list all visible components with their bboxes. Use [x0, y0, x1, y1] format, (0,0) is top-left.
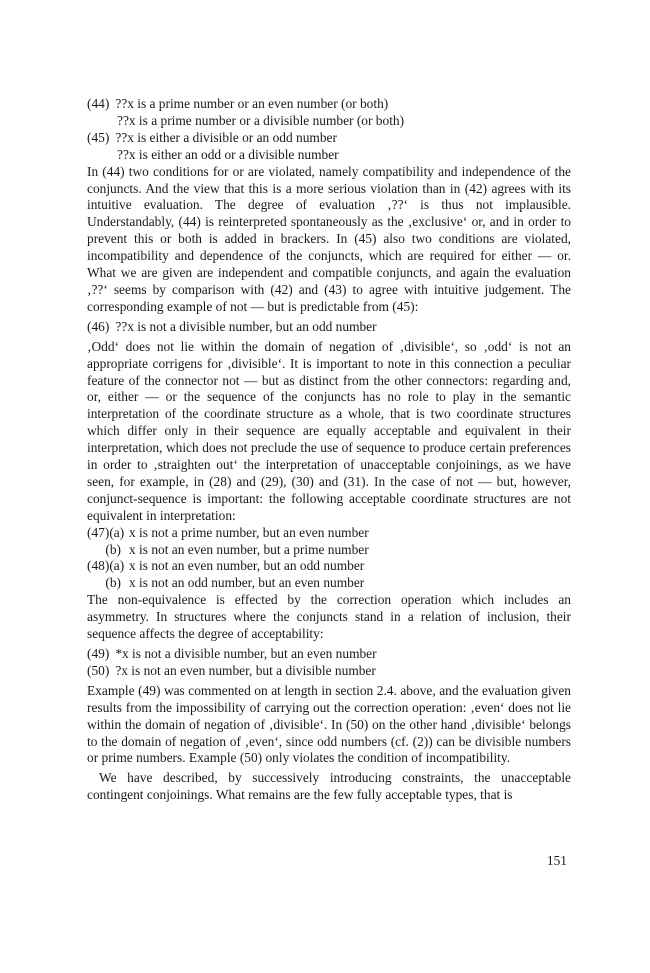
example-50	[87, 663, 571, 680]
example-text: ??x is not a divisible number, but an odd number	[115, 318, 377, 334]
example-47b	[87, 542, 571, 559]
example-46	[87, 319, 571, 336]
example-text: x is not an even number, but a prime number	[129, 541, 369, 557]
example-45-line-2: ??x is either an odd or a divisible number	[117, 146, 339, 162]
example-text: ?x is not an even number, but a divisible number	[115, 662, 376, 678]
page-number: 151	[546, 853, 567, 868]
example-number: (47)(a)	[87, 524, 125, 540]
page-body	[87, 96, 571, 804]
example-48a	[87, 558, 571, 575]
paragraph-3: The non-equivalence is effected by the correction operation which includes an asymmetry. In structures where the conjuncts stand in a relation of inclusion, their sequence affects the degree of acceptability:	[87, 592, 571, 642]
example-44-line-2: ??x is a prime number or a divisible number (or both)	[117, 112, 405, 128]
example-text: x is not an even number, but an odd number	[129, 558, 365, 574]
example-number: (50)	[87, 662, 110, 678]
example-text: x is not an odd number, but an even number	[129, 575, 365, 591]
example-subnumber: (b)	[105, 541, 121, 557]
example-text: ??x is a prime number or an even number (or both)	[115, 96, 389, 111]
example-number: (45)	[87, 129, 110, 145]
paragraph-5: We have described, by successively introducing constraints, the unacceptable contingent conjoinings. What remains are the few fully acceptable types, that is	[87, 770, 571, 803]
paragraph-1: In (44) two conditions for or are violated, namely compatibility and independence of the conjuncts. And the view that this is a more serious violation than in (42) agrees with its intuitive evaluation. The degree of evaluation ‚??‘ is thus not implausible. Understandably, (44) is reinterpreted spontaneously as the ‚exclusive‘ or, and in order to prevent this or both is added in brackers. In (45) also two conditions are violated, incompatibility and dependence of the conjuncts, which are required for either — or. What we are given are independent and compatible conjuncts, and again the evaluation ‚??‘ seems by comparison with (42) and (43) to agree with intuitive judgement. The corresponding example of not — but is predictable from (45):	[87, 163, 571, 314]
example-text: *x is not a divisible number, but an even number	[115, 646, 377, 661]
paragraph-4: Example (49) was commented on at length in section 2.4. above, and the evaluation given results from the impossibility of carrying out the correction operation: ‚even‘ does not lie within the domain of negation of ‚divisible‘. In (50) on the other hand ‚divisible‘ belongs to the domain of negation of ‚even‘, since odd numbers (cf. (2)) can be divisible numbers or prime numbers. Example (50) only violates the condition of incompatibility.	[87, 682, 571, 766]
paragraph-2: ‚Odd‘ does not lie within the domain of negation of ‚divisible‘, so ‚odd‘ is not an appropriate corrigens for ‚divisible‘. It is important to note in this connection a peculiar feature of the connector not — but as distinct from the other connectors: regarding and, or, either — or the sequence of the conjuncts has no role to play in the semantic interpretation of the coordinate structure as a whole, that is two coordinate structures which differ only in their sequence are equally acceptable and equivalent in their interpretation, which does not preclude the use of sequence to produce certain preferences in order to ‚straighten out‘ the interpretation of unacceptable conjoinings, as we have seen, for example, in (28) and (29), (30) and (31). In the case of not — but, however, conjunct-sequence is important: the following acceptable coordinate structures are not equivalent in interpretation:	[87, 338, 571, 523]
example-text: ??x is either a divisible or an odd number	[115, 129, 337, 145]
example-48b	[87, 575, 571, 592]
example-number: (48)(a)	[87, 558, 125, 574]
example-number: (46)	[87, 318, 110, 334]
example-45	[87, 130, 571, 147]
example-44	[87, 96, 571, 113]
example-number: (49)	[87, 646, 110, 661]
example-number: (44)	[87, 96, 110, 111]
example-subnumber: (b)	[105, 575, 121, 591]
example-text: x is not a prime number, but an even number	[129, 524, 369, 540]
example-49	[87, 646, 571, 663]
example-47a	[87, 525, 571, 542]
